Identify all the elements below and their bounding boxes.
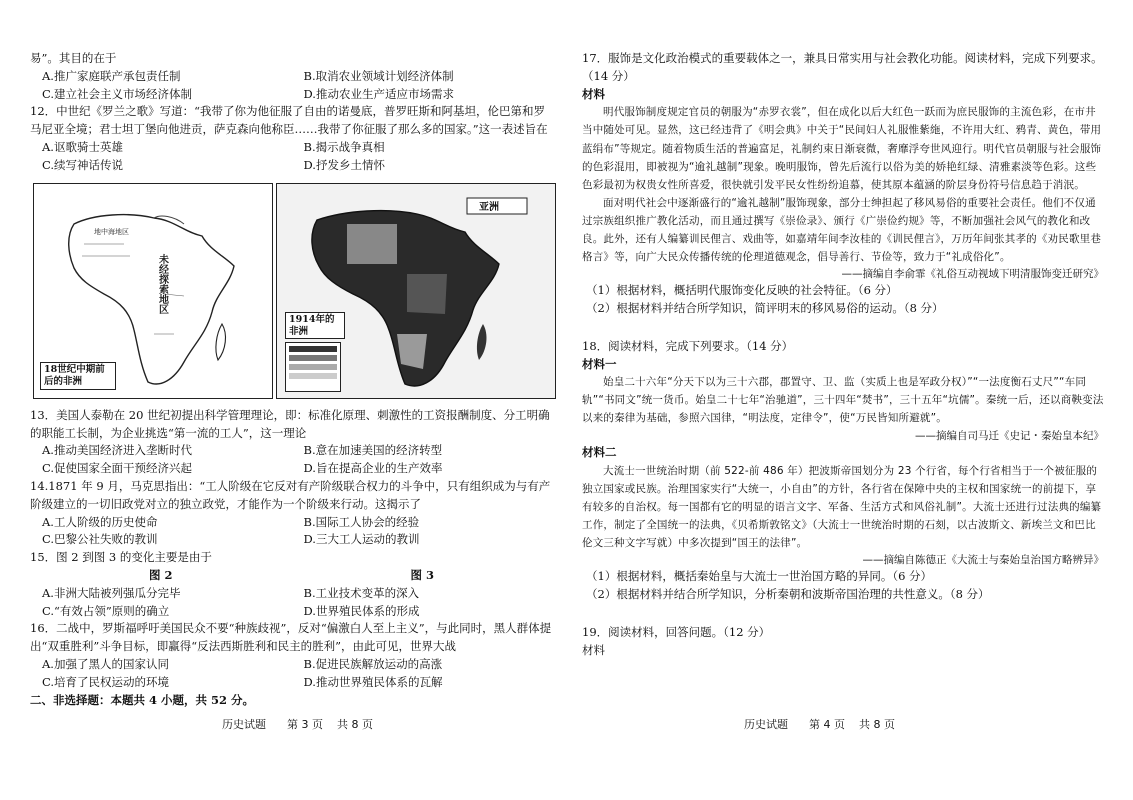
- africa-maps: [30, 181, 553, 403]
- map3-legend: [285, 342, 341, 392]
- q18-material2-text: 大流士一世统治时期（前 522-前 486 年）把波斯帝国划分为 23 个行省，每个行省相当于一个被征服的独立国家或民族。治理国家实行“大统一，小自由”的方针，各行省在保障中央的主权和国家统一的前提下，享有较多的自治权。每一国都有它的明显的语言文字、军备、生活方式和风俗礼制”。大流士还进行过法典的编纂工作，制定了全国统一的法典，《贝希斯敦铭文》（大流士一世统治时期的石刻，以古波斯文、新埃兰文和巴比伦文三种文字写就）中多次提到“国王的法律”。: [582, 464, 1102, 549]
- q12-options: [30, 139, 553, 175]
- map3-asia-label: 亚洲: [479, 201, 499, 213]
- q17-sub1: （1）根据材料，概括明代服饰变化反映的社会特征。（6 分）: [586, 283, 898, 298]
- figure-captions: [30, 567, 553, 585]
- q16-option-d[interactable]: D.推动世界殖民体系的瓦解: [303, 674, 443, 689]
- q18-material1-source: ——摘编自司马迁《史记・秦始皇本纪》: [915, 429, 1104, 442]
- q15-option-b[interactable]: B.工业技术变革的深入: [303, 585, 420, 600]
- q11-options: [30, 68, 553, 104]
- q12-stem: 12．中世纪《罗兰之歌》写道：“我带了你为他征服了自由的诺曼底，普罗旺斯和阿基坦，伦巴第和罗马尼亚全境；君士坦丁堡向他进贡，萨克森向他称臣……我带了你征服了那么多的国家。”这一表述旨在: [30, 104, 548, 137]
- q13-option-c[interactable]: C.促使国家全面干预经济兴起: [42, 461, 193, 476]
- q16-option-a[interactable]: A.加强了黑人的国家认同: [42, 657, 169, 672]
- q14-option-a[interactable]: A.工人阶级的历史使命: [42, 514, 158, 529]
- q11-option-d[interactable]: D.推动农业生产适应市场需求: [303, 86, 454, 101]
- q18-sub1: （1）根据材料，概括秦始皇与大流士一世治国方略的异同。（6 分）: [586, 569, 933, 584]
- q17-sub2: （2）根据材料并结合所学知识，简评明末的移风易俗的运动。（8 分）: [586, 300, 944, 315]
- q15-option-c[interactable]: C.“有效占领”原则的确立: [42, 603, 170, 618]
- figure-2-caption: 图 2: [148, 568, 173, 582]
- q18-stem: 18．阅读材料，完成下列要求。（14 分）: [582, 338, 794, 353]
- q19-stem: 19．阅读材料，回答问题。（12 分）: [582, 624, 771, 639]
- q15-options: [30, 585, 553, 621]
- map3-label: 1914年的非洲: [285, 312, 345, 340]
- figure-3-caption: 图 3: [410, 568, 434, 582]
- q11-option-c[interactable]: C.建立社会主义市场经济体制: [42, 86, 193, 101]
- section-two-heading: 二、非选择题：本题共 4 小题，共 52 分。: [30, 692, 255, 707]
- q13-option-d[interactable]: D.旨在提高企业的生产效率: [303, 461, 443, 476]
- q18-material2-source: ——摘编自陈德正《大流士与秦始皇治国方略辨异》: [862, 553, 1104, 566]
- q13-option-a[interactable]: A.推动美国经济进入垄断时代: [42, 443, 192, 458]
- q19-material-label: 材料: [582, 642, 605, 657]
- q14-stem: 14.1871 年 9 月，马克思指出：“工人阶级在它反对有产阶级联合权力的斗争中，只有组织成为与有产阶级建立的一切旧政党对立的独立政党，才能作为一个阶级来行动。这揭示了: [30, 478, 551, 511]
- q11-tail: 易”。其目的在于: [30, 51, 117, 65]
- q16-option-b[interactable]: B.促进民族解放运动的高涨: [303, 657, 443, 672]
- q13-option-b[interactable]: B.意在加速美国的经济转型: [303, 443, 443, 458]
- map2-med-label: 地中海地区: [94, 227, 129, 236]
- q12-option-d[interactable]: D.抒发乡土情怀: [303, 157, 385, 172]
- q13-stem: 13．美国人泰勒在 20 世纪初提出科学管理理论，即：标准化原理、刺激性的工资报酬制度、分工明确的职能工长制，为企业挑选“第一流的工人”，这一理论: [30, 407, 550, 440]
- right-page: [582, 50, 1104, 659]
- map2-region-label: 未经探索地区: [156, 253, 168, 314]
- left-footer: 历史试题 第 3 页 共 8 页: [222, 718, 373, 731]
- q17-material-p1: 明代服饰制度规定官员的朝服为“赤罗衣裳”，但在成化以后大红色一跃而为庶民服饰的主流色彩，在市井当中随处可见。显然，这已经违背了《明会典》中关于“民间妇人礼服惟紫絁，不许用大红、鸦青、黄色，带用蓝绢布”等规定。随着物质生活的普遍富足，礼制约束日渐衰微，奢靡浮夸世风迎行。明代官员朝服与社会服饰的色彩混用，即被视为“逾礼越制”现象。晚明服饰，曾先后流行以俗为美的娇艳红绿、清雅素淡等色彩。这些色彩最初为权贵女性所喜爱，很快就引发平民女性纷纷追慕，使其原本蕴涵的阶层身份符号信息趋于消泯。: [582, 106, 1102, 191]
- q16-option-c[interactable]: C.培育了民权运动的环境: [42, 674, 170, 689]
- q18-material2-label: 材料二: [582, 444, 617, 459]
- q15-option-a[interactable]: A.非洲大陆被列强瓜分完毕: [42, 585, 181, 600]
- q16-stem: 16．二战中，罗斯福呼吁美国民众不要“种族歧视”，反对“偏激白人至上主义”，与此同时，黑人群体提出“双重胜利”斗争目标，即赢得“反法西斯胜利和民主的胜利”，由此可见，世界大战: [30, 621, 552, 654]
- q17-material-p2: 面对明代社会中逐渐盛行的“逾礼越制”服饰现象，部分士绅担起了移风易俗的重要社会责任。他们不仅通过宗族组织推广教化活动，而且通过撰写《崇俭录》、颁行《广崇俭约规》等，不断加强社会风气的教化和改良。此外，还有人编纂训民俚言、戏曲等，如嘉靖年间李汝桂的《训民俚言》，万历年间张其孝的《劝民歌里巷格言》等，向广大民众传播传统的伦理道德观念，倡导善行、节俭等，致力于“礼成俗化”。: [582, 196, 1102, 263]
- q16-options: [30, 656, 553, 692]
- q12-option-b[interactable]: B.揭示战争真相: [303, 140, 385, 155]
- q15-option-d[interactable]: D.世界殖民体系的形成: [303, 603, 420, 618]
- right-footer: 历史试题 第 4 页 共 8 页: [744, 718, 895, 731]
- q12-option-c[interactable]: C.续写神话传说: [42, 157, 124, 172]
- q11-option-b[interactable]: B.取消农业领域计划经济体制: [303, 68, 454, 83]
- q17-material-label: 材料: [582, 86, 605, 101]
- q18-sub2: （2）根据材料并结合所学知识，分析秦朝和波斯帝国治理的共性意义。（8 分）: [586, 586, 990, 601]
- q14-option-d[interactable]: D.三大工人运动的教训: [303, 532, 420, 547]
- q18-material1-text: 始皇二十六年“分天下以为三十六郡，郡置守、卫、监（实质上也是军政分权）”“一法度衡石丈尺”“车同轨”“书同文”统一货币。始皇二十七年“治驰道”，三十四年“焚书”，三十五年“坑儒”。秦统一后，还以商鞅变法以来的秦律为基础，参照六国律，“明法度，定律令”，使“万民皆知所避就”。: [582, 376, 1104, 425]
- map-figure-3: [276, 183, 556, 399]
- q15-stem: 15．图 2 到图 3 的变化主要是由于: [30, 550, 212, 565]
- left-page: [30, 50, 553, 710]
- q14-options: [30, 514, 553, 550]
- q18-material1-label: 材料一: [582, 356, 617, 371]
- map-figure-2: [33, 183, 273, 399]
- q14-option-b[interactable]: B.国际工人协会的经验: [303, 514, 420, 529]
- q17-stem: 17．服饰是文化政治模式的重要载体之一，兼具日常实用与社会教化功能。阅读材料，完成下列要求。（14 分）: [582, 51, 1103, 83]
- q13-options: [30, 442, 553, 478]
- q11-option-a[interactable]: A.推广家庭联产承包责任制: [42, 68, 181, 83]
- q17-source: ——摘编自李俞霏《礼俗互动视域下明清服饰变迁研究》: [841, 267, 1104, 280]
- q14-option-c[interactable]: C.巴黎公社失败的教训: [42, 532, 158, 547]
- map2-label: 18世纪中期前后的非洲: [40, 362, 116, 390]
- q12-option-a[interactable]: A.讴歌骑士英雄: [42, 140, 123, 155]
